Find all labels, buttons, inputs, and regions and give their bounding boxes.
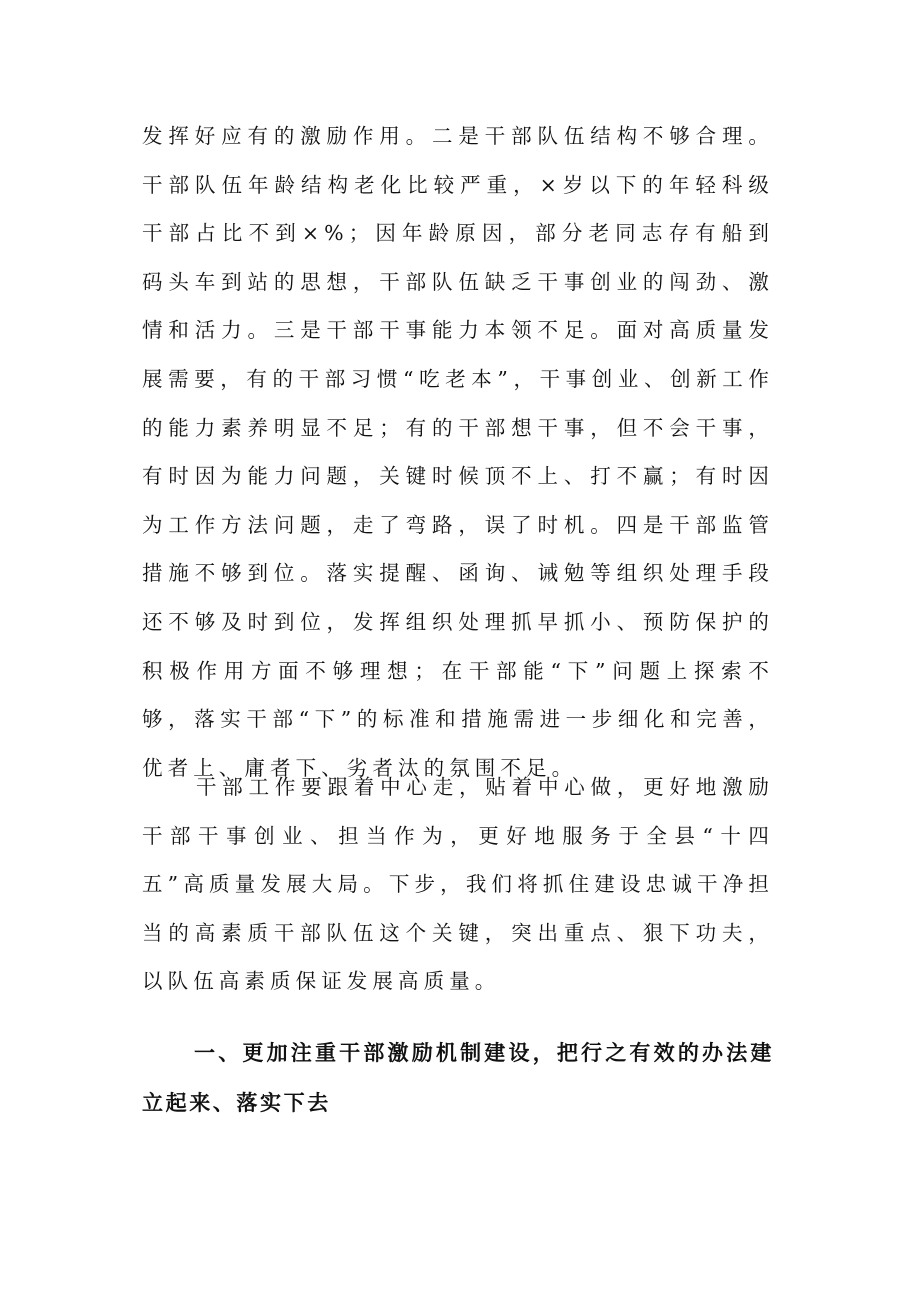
body-paragraph: 干部工作要跟着中心走，贴着中心做，更好地激励干部干事创业、担当作为，更好地服务于全县“十四五”高质量发展大局。下步，我们将抓住建设忠诚干净担当的高素质干部队伍这个关键，突出重点、狠下功夫，以队伍高素质保证发展高质量。 [142, 775, 774, 994]
section-heading: 一、更加注重干部激励机制建设，把行之有效的办法建立起来、落实下去 [142, 1041, 774, 1115]
body-paragraph-continued: 发挥好应有的激励作用。二是干部队伍结构不够合理。干部队伍年龄结构老化比较严重，×岁以下的年轻科级干部占比不到×%；因年龄原因，部分老同志存有船到码头车到站的思想，干部队伍缺乏干事创业的闯劲、激情和活力。三是干部干事能力本领不足。面对高质量发展需要，有的干部习惯“吃老本”，干事创业、创新工作的能力素养明显不足；有的干部想干事，但不会干事，有时因为能力问题，关键时候顶不上、打不赢；有时因为工作方法问题，走了弯路，误了时机。四是干部监管措施不够到位。落实提醒、函询、诫勉等组织处理手段还不够及时到位，发挥组织处理抓早抓小、预防保护的积极作用方面不够理想；在干部能“下”问题上探索不够，落实干部“下”的标准和措施需进一步细化和完善，优者上、庸者下、劣者汰的氛围不足。 [142, 124, 774, 780]
